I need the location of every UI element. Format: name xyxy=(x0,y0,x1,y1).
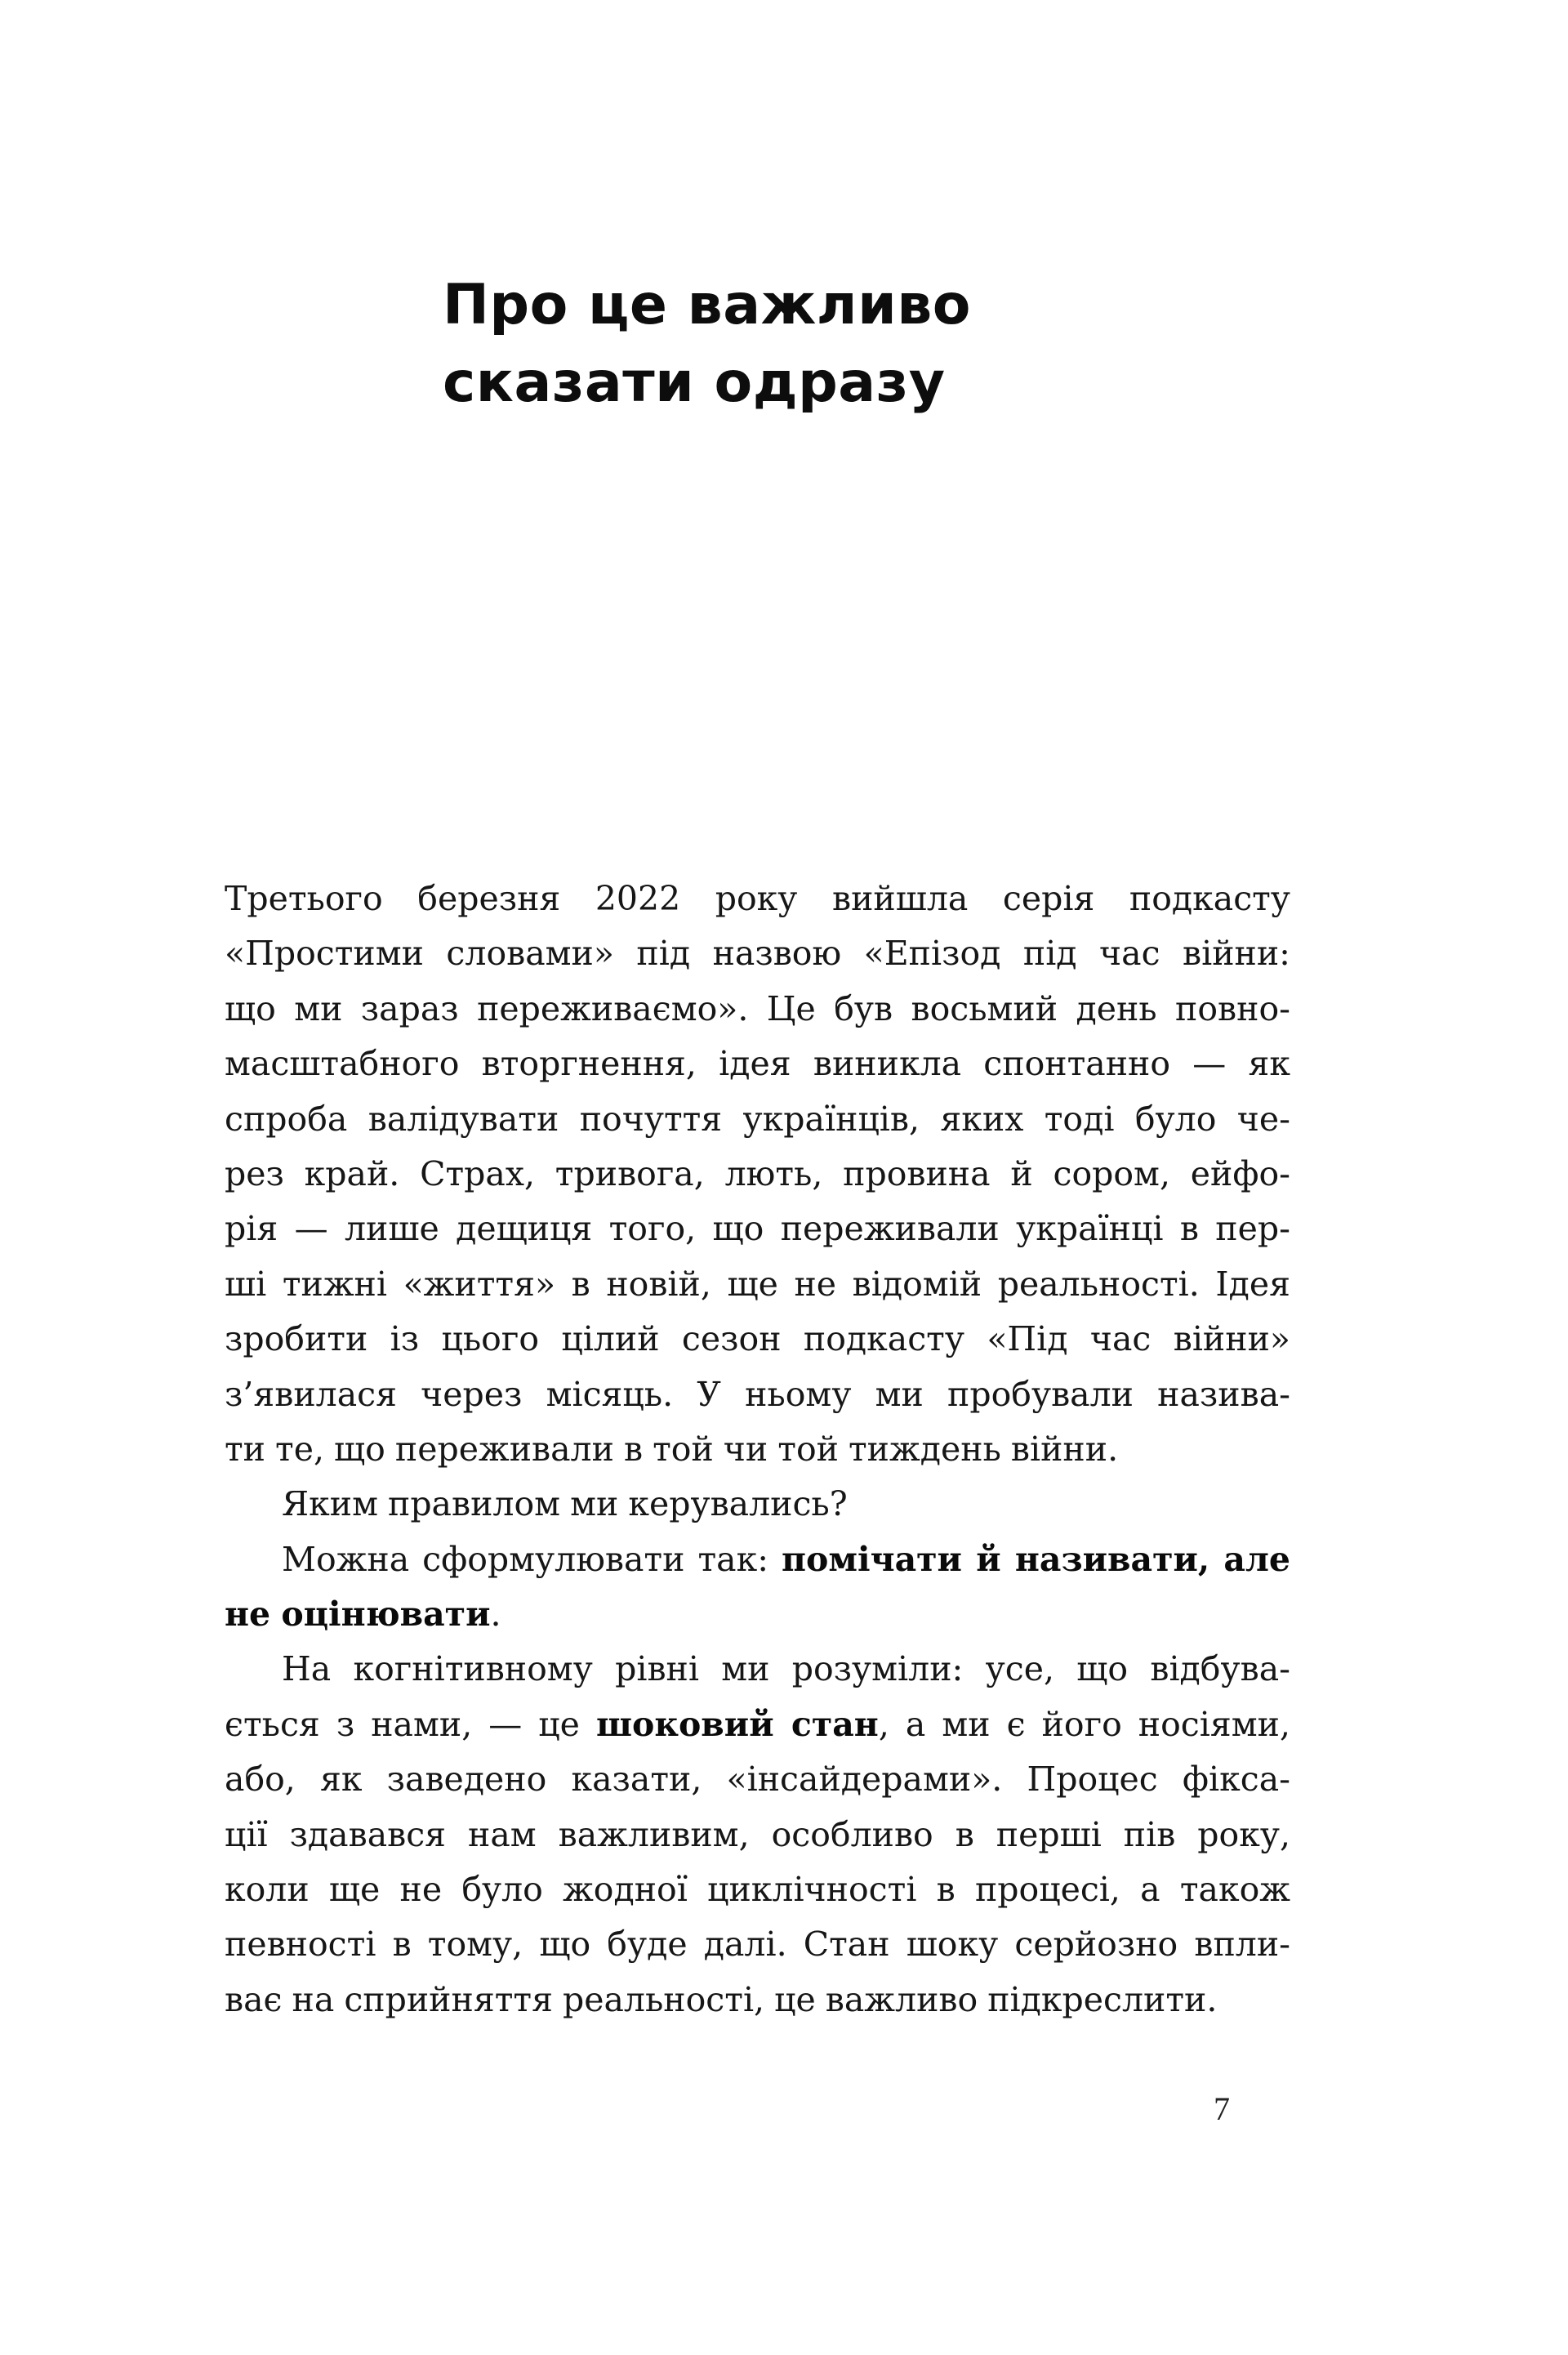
text-line xyxy=(225,1202,1290,1256)
text-line xyxy=(225,982,1290,1037)
text-line xyxy=(225,1037,1290,1091)
text-run: , а ми є його носіями, xyxy=(878,1704,1290,1744)
text-line xyxy=(225,1422,1290,1477)
text-line xyxy=(225,872,1290,926)
text-line xyxy=(225,1092,1290,1147)
bold-emphasis: шоковий стан xyxy=(595,1704,879,1744)
text-line xyxy=(225,1587,1290,1642)
page-number: 7 xyxy=(1214,2090,1230,2127)
text-run: масштабного вторгнення, ідея виникла спонтанно — як xyxy=(225,1044,1290,1084)
text-run: Можна сформулювати так: xyxy=(282,1539,782,1579)
text-line xyxy=(225,1973,1290,2027)
text-run: ші тижні «життя» в новій, ще не відомій реальності. Ідея xyxy=(225,1264,1290,1304)
text-run: «Простими словами» під назвою «Епізод під час війни: xyxy=(225,934,1290,974)
bold-emphasis: помічати й називати, але xyxy=(782,1539,1290,1579)
text-run: рез край. Страх, тривога, лють, провина й сором, ейфо- xyxy=(225,1153,1290,1193)
text-run: . xyxy=(490,1595,501,1635)
text-run: На когнітивному рівні ми розуміли: усе, що відбува- xyxy=(282,1649,1290,1689)
text-run: з’явилася через місяць. У ньому ми пробували назива- xyxy=(225,1374,1290,1414)
text-line xyxy=(225,1257,1290,1312)
text-run: Третього березня 2022 року вийшла серія подкасту xyxy=(225,879,1290,918)
text-line xyxy=(225,1477,1290,1532)
text-run: певності в тому, що буде далі. Стан шоку серйозно впли- xyxy=(225,1925,1290,1965)
text-line xyxy=(225,1808,1290,1862)
bold-emphasis: не оцінювати xyxy=(225,1595,491,1635)
text-line xyxy=(225,1367,1290,1422)
text-line xyxy=(225,1312,1290,1367)
text-line xyxy=(225,1697,1290,1752)
text-line xyxy=(225,1917,1290,1972)
body-text xyxy=(225,872,1290,2027)
text-run: Яким правилом ми керувались? xyxy=(282,1484,848,1524)
text-run: ває на сприйняття реальності, це важливо підкреслити. xyxy=(225,1979,1218,2019)
text-line xyxy=(225,1147,1290,1202)
chapter-title-line-1: Про це важливо xyxy=(443,273,971,337)
text-run: коли ще не було жодної циклічності в процесі, а також xyxy=(225,1870,1290,1910)
text-run: або, як заведено казати, «інсайдерами». Процес фікса- xyxy=(225,1760,1290,1800)
text-line xyxy=(225,926,1290,981)
text-line xyxy=(225,1752,1290,1807)
text-line xyxy=(225,1642,1290,1697)
text-run: зробити із цього цілий сезон подкасту «Під час війни» xyxy=(225,1319,1290,1359)
text-run: ється з нами, — це xyxy=(225,1704,596,1744)
text-run: рія — лише дещиця того, що переживали українці в пер- xyxy=(225,1209,1290,1249)
text-run: ції здавався нам важливим, особливо в перші пів року, xyxy=(225,1814,1290,1854)
text-run: ти те, що переживали в той чи той тиждень війни. xyxy=(225,1429,1119,1469)
text-run: що ми зараз переживаємо». Це був восьмий день повно- xyxy=(225,988,1290,1028)
chapter-title-line-2: сказати одразу xyxy=(443,350,946,415)
text-line xyxy=(225,1862,1290,1917)
chapter-title xyxy=(443,266,1178,421)
text-run: спроба валідувати почуття українців, яких тоді було че- xyxy=(225,1099,1290,1139)
text-line xyxy=(225,1532,1290,1587)
